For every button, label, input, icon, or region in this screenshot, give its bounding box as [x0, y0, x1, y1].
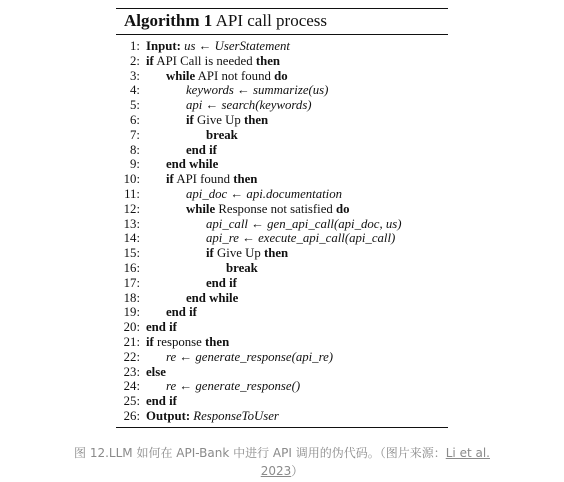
code-line	[116, 291, 448, 306]
code-line	[116, 231, 448, 246]
math-expression: re ← generate_response(api_re)	[166, 349, 334, 364]
line-code	[146, 320, 177, 335]
line-code	[166, 172, 257, 187]
caption-text: 图 12.LLM 如何在 API-Bank 中进行 API 调用的伪代码。（图片来源：	[74, 446, 446, 460]
line-code	[146, 54, 280, 69]
keyword: while	[186, 201, 216, 216]
math-expression: api_doc ← api.documentation	[186, 186, 343, 201]
line-code	[146, 335, 229, 350]
line-code	[146, 409, 279, 424]
line-number: 8:	[130, 142, 140, 157]
code-line	[116, 54, 448, 69]
line-number: 6:	[130, 112, 140, 127]
keyword: if	[206, 246, 214, 261]
line-number: 5:	[130, 98, 140, 113]
math-expression: ResponseToUser	[193, 408, 279, 423]
line-code	[186, 113, 268, 128]
line-code	[206, 128, 238, 143]
line-code	[186, 143, 217, 158]
algorithm-title	[116, 9, 448, 32]
figure-caption	[70, 444, 494, 480]
line-number: 16:	[123, 260, 140, 275]
line-number: 23:	[123, 364, 140, 379]
line-number: 15:	[123, 246, 140, 261]
line-code	[146, 39, 290, 54]
keyword: then	[255, 53, 281, 68]
code-text: API Call is needed	[153, 53, 256, 68]
code-line	[116, 98, 448, 113]
code-line	[116, 113, 448, 128]
line-code	[166, 157, 218, 172]
line-number: 24:	[123, 379, 140, 394]
title-rule	[116, 34, 448, 35]
code-line	[116, 276, 448, 291]
keyword: end if	[206, 275, 237, 290]
keyword: do	[274, 68, 288, 83]
code-text: Give Up	[193, 112, 244, 127]
code-line	[116, 143, 448, 158]
keyword: else	[146, 364, 166, 379]
keyword: then	[263, 246, 289, 261]
keyword: then	[243, 112, 269, 127]
line-number: 20:	[123, 320, 140, 335]
line-code	[166, 350, 333, 365]
code-text: Give Up	[213, 246, 264, 261]
code-text: response	[153, 334, 206, 349]
line-code	[186, 187, 342, 202]
keyword: end if	[186, 142, 217, 157]
keyword: Output:	[146, 408, 191, 423]
keyword: do	[336, 201, 350, 216]
line-number: 2:	[130, 53, 140, 68]
line-number: 21:	[123, 334, 140, 349]
line-code	[186, 202, 350, 217]
line-number: 14:	[123, 231, 140, 246]
line-number: 18:	[123, 290, 140, 305]
code-line	[116, 83, 448, 98]
citation-link[interactable]: Li et al. 2023	[260, 446, 490, 478]
keyword: end if	[166, 305, 197, 320]
line-number: 13:	[123, 216, 140, 231]
line-number: 7:	[130, 127, 140, 142]
code-text: API found	[173, 172, 234, 187]
keyword: Input:	[146, 39, 181, 53]
algorithm-name: API call process	[215, 11, 328, 30]
math-expression: api_re ← execute_api_call(api_call)	[206, 231, 396, 246]
code-line	[116, 320, 448, 335]
line-number: 22:	[123, 349, 140, 364]
code-line	[116, 39, 448, 54]
math-expression: keywords ← summarize(us)	[186, 83, 329, 98]
code-line	[116, 172, 448, 187]
code-line	[116, 261, 448, 276]
code-text: Response not satisfied	[215, 201, 337, 216]
line-number: 19:	[123, 305, 140, 320]
line-number: 26:	[123, 408, 140, 423]
line-code	[206, 217, 401, 232]
line-number: 4:	[130, 83, 140, 98]
code-line	[116, 157, 448, 172]
line-number: 3:	[130, 68, 140, 83]
keyword: if	[186, 112, 194, 127]
line-number: 10:	[123, 172, 140, 187]
keyword: break	[226, 260, 258, 275]
code-line	[116, 409, 448, 424]
line-number: 12:	[123, 201, 140, 216]
pseudocode-lines	[116, 39, 448, 424]
line-number: 11:	[124, 186, 140, 201]
keyword: break	[206, 127, 238, 142]
math-expression: api ← search(keywords)	[186, 98, 312, 113]
code-line	[116, 394, 448, 409]
bottom-rule	[116, 427, 448, 428]
keyword: then	[205, 334, 230, 349]
math-expression: us ← UserStatement	[184, 39, 290, 53]
line-code	[186, 291, 238, 306]
code-text: API not found	[195, 68, 275, 83]
keyword: end if	[146, 320, 177, 335]
algorithm-block	[116, 8, 448, 428]
caption-suffix: ）	[291, 464, 304, 478]
keyword: end if	[146, 394, 177, 409]
line-number: 1:	[130, 39, 140, 53]
keyword: if	[146, 334, 154, 349]
keyword: if	[166, 172, 174, 187]
algorithm-label: Algorithm 1	[124, 11, 213, 30]
line-code	[206, 231, 395, 246]
code-line	[116, 202, 448, 217]
keyword: end while	[166, 157, 219, 172]
line-code	[166, 69, 288, 84]
line-code	[146, 365, 166, 380]
code-line	[116, 217, 448, 232]
keyword: while	[166, 68, 196, 83]
code-line	[116, 350, 448, 365]
line-code	[186, 98, 312, 113]
line-code	[206, 246, 288, 261]
code-line	[116, 69, 448, 84]
code-line	[116, 187, 448, 202]
line-code	[186, 83, 328, 98]
line-code	[166, 305, 197, 320]
line-number: 17:	[123, 275, 140, 290]
line-number: 9:	[130, 157, 140, 172]
math-expression: api_call ← gen_api_call(api_doc, us)	[206, 216, 402, 231]
keyword: then	[233, 172, 258, 187]
code-line	[116, 128, 448, 143]
code-line	[116, 305, 448, 320]
math-expression: re ← generate_response()	[166, 379, 301, 394]
code-line	[116, 246, 448, 261]
keyword: if	[146, 53, 154, 68]
line-code	[146, 394, 177, 409]
line-code	[226, 261, 258, 276]
code-line	[116, 365, 448, 380]
line-code	[166, 379, 300, 394]
code-line	[116, 335, 448, 350]
code-line	[116, 379, 448, 394]
line-code	[206, 276, 237, 291]
line-number: 25:	[123, 394, 140, 409]
keyword: end while	[186, 290, 239, 305]
